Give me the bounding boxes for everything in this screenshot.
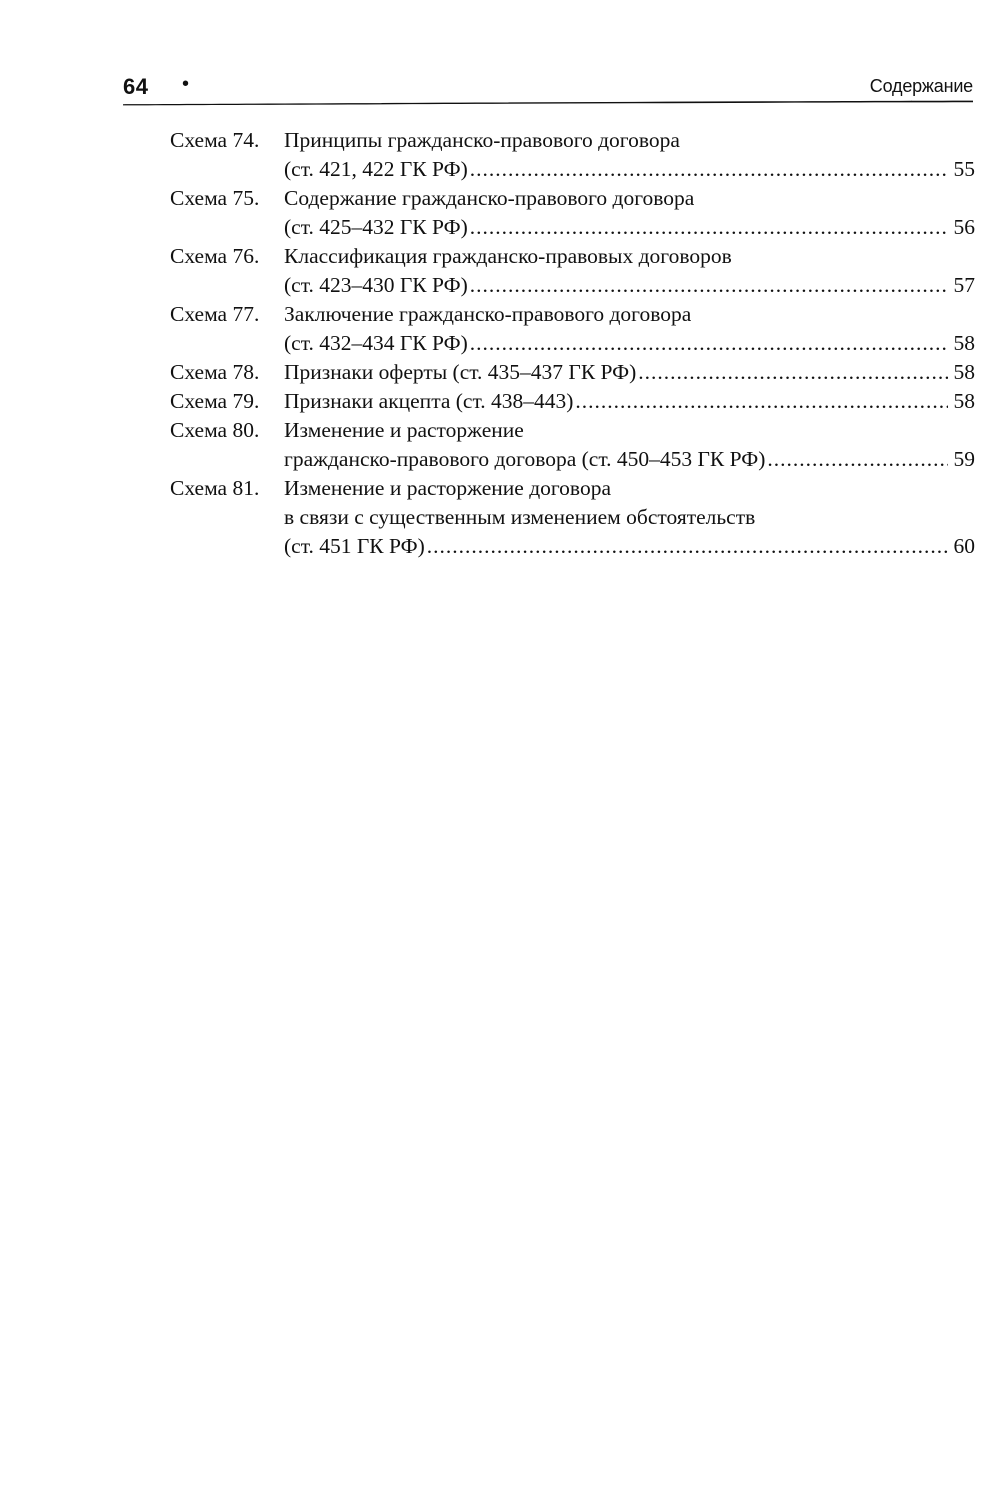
header-rule [123, 100, 973, 106]
toc-entry[interactable] [170, 242, 975, 300]
section-title: Содержание [869, 76, 973, 96]
toc-entry[interactable] [170, 474, 975, 561]
scheme-label: Схема 80. [170, 418, 260, 442]
entry-title-line: Содержание гражданско-правового договора [284, 186, 695, 210]
page-ref: 57 [953, 273, 975, 297]
entry-title-line: (ст. 423–430 ГК РФ) [284, 273, 468, 297]
page-ref: 60 [953, 534, 975, 558]
entry-title-line: Классификация гражданско-правовых договоров [284, 244, 732, 268]
bullet-separator: • [182, 73, 190, 95]
scheme-label: Схема 75. [170, 186, 260, 210]
entry-title-line: Изменение и расторжение [284, 418, 524, 442]
dot-leader [638, 358, 948, 387]
page-ref: 58 [953, 360, 975, 384]
page-ref: 58 [953, 389, 975, 413]
page-number: 64 [123, 74, 149, 99]
page-ref: 55 [953, 157, 975, 181]
toc-entry[interactable] [170, 126, 975, 184]
dot-leader [470, 329, 948, 358]
entry-title-line: в связи с существенным изменением обстоятельств [284, 505, 756, 529]
entry-title-line: гражданско-правового договора (ст. 450–453 ГК РФ) [284, 447, 766, 471]
toc-list [170, 126, 975, 561]
toc-entry[interactable] [170, 184, 975, 242]
scheme-label: Схема 77. [170, 302, 260, 326]
toc-entry[interactable] [170, 358, 975, 387]
entry-title-line: (ст. 451 ГК РФ) [284, 534, 425, 558]
page-ref: 59 [953, 447, 975, 471]
dot-leader [470, 155, 948, 184]
toc-entry[interactable] [170, 387, 975, 416]
scheme-label: Схема 74. [170, 128, 260, 152]
entry-title-line: (ст. 432–434 ГК РФ) [284, 331, 468, 355]
dot-leader [767, 445, 948, 474]
entry-title-line: Признаки акцепта (ст. 438–443) [284, 389, 574, 413]
scheme-label: Схема 76. [170, 244, 260, 268]
page-ref: 56 [953, 215, 975, 239]
entry-title-line: Принципы гражданско-правового договора [284, 128, 680, 152]
entry-title-line: Заключение гражданско-правового договора [284, 302, 692, 326]
dot-leader [470, 271, 948, 300]
toc-entry[interactable] [170, 416, 975, 474]
dot-leader [575, 387, 948, 416]
entry-title-line: Изменение и расторжение договора [284, 476, 611, 500]
dot-leader [470, 213, 948, 242]
entry-title-line: (ст. 421, 422 ГК РФ) [284, 157, 468, 181]
scheme-label: Схема 78. [170, 360, 260, 384]
toc-entry[interactable] [170, 300, 975, 358]
dot-leader [427, 532, 948, 561]
scheme-label: Схема 79. [170, 389, 260, 413]
entry-title-line: Признаки оферты (ст. 435–437 ГК РФ) [284, 360, 637, 384]
page-ref: 58 [953, 331, 975, 355]
entry-title-line: (ст. 425–432 ГК РФ) [284, 215, 468, 239]
scheme-label: Схема 81. [170, 476, 260, 500]
